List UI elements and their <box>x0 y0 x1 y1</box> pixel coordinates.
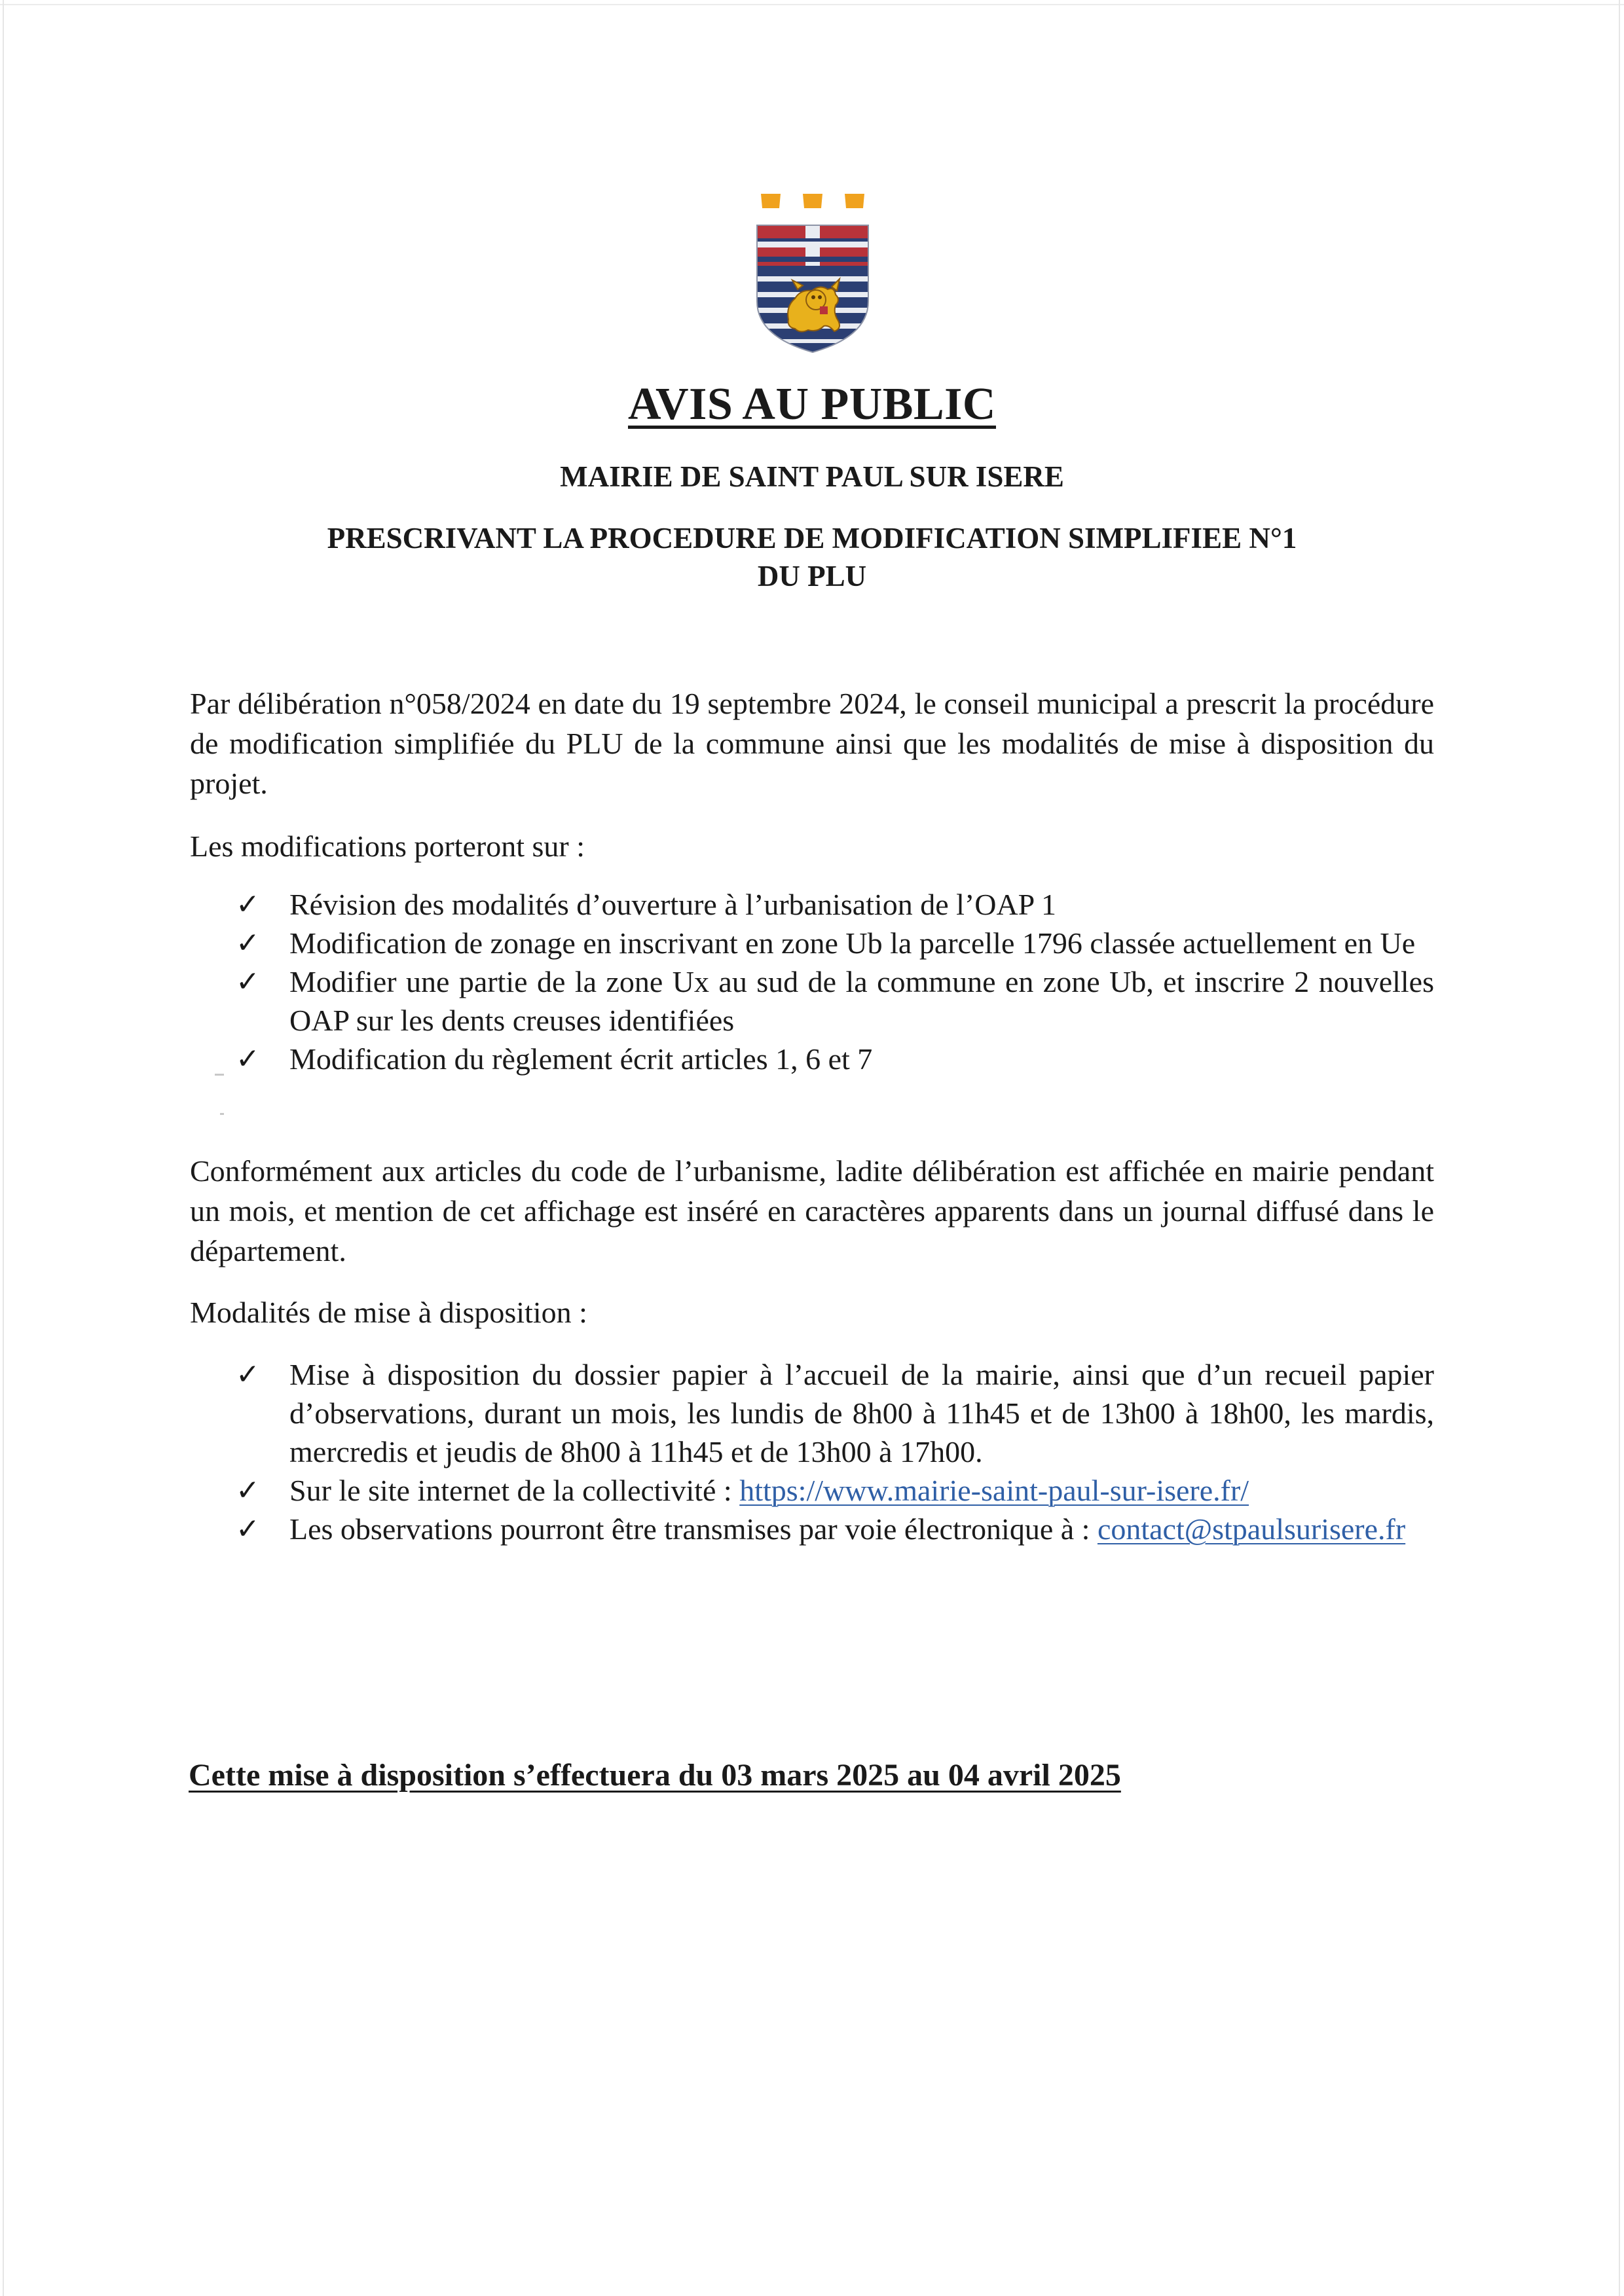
modalities-list <box>236 1355 1434 1548</box>
check-icon: ✓ <box>236 888 260 921</box>
list-item <box>236 924 1434 962</box>
scan-edge-top <box>0 4 1624 5</box>
notice-title: AVIS AU PUBLIC <box>628 379 996 429</box>
check-icon: ✓ <box>236 1358 260 1391</box>
website-label: Sur le site internet de la collectivité : <box>289 1474 740 1507</box>
intro-paragraph: Par délibération n°058/2024 en date du 19 septembre 2024, le conseil municipal a prescrit la procédure de modification simplifiée du PLU de la commune ainsi que les modalités de mise à disposition du projet. <box>190 687 1434 800</box>
check-icon: ✓ <box>236 1042 260 1076</box>
scan-edge-right <box>1619 0 1620 2296</box>
check-icon: ✓ <box>236 965 260 998</box>
check-icon: ✓ <box>236 926 260 960</box>
website-link[interactable]: https://www.mairie-saint-paul-sur-isere.fr/ <box>739 1474 1249 1507</box>
list-item <box>236 1510 1434 1548</box>
check-icon: ✓ <box>236 1474 260 1507</box>
scan-edge-left <box>3 0 4 2296</box>
modifications-heading: Les modifications porteront sur : <box>190 829 585 863</box>
list-item <box>236 962 1434 1040</box>
town-hall-name: MAIRIE DE SAINT PAUL SUR ISERE <box>560 460 1064 493</box>
procedure-title-line-2: DU PLU <box>757 560 867 592</box>
paper-consultation-text: Mise à disposition du dossier papier à l’accueil de la mairie, ainsi que d’un recueil papier d’observations, durant un mois, les lundis de 8h00 à 11h45 et de 13h00 à 18h00, les mardis, mercredis et jeudis de 8h00 à 11h45 et de 13h00 à 17h00. <box>289 1358 1434 1468</box>
modifications-list <box>236 885 1434 1078</box>
check-icon: ✓ <box>236 1512 260 1546</box>
email-link[interactable]: contact@stpaulsurisere.fr <box>1097 1512 1406 1546</box>
website-item <box>289 1471 1434 1510</box>
modification-text: Modification du règlement écrit articles 1, 6 et 7 <box>289 1042 873 1076</box>
procedure-title-line-1: PRESCRIVANT LA PROCEDURE DE MODIFICATION SIMPLIFIEE N°1 <box>327 522 1297 555</box>
conformity-paragraph: Conformément aux articles du code de l’urbanisme, ladite délibération est affichée en mairie pendant un mois, et mention de cet affichage est inséré en caractères apparents dans un journal diffusé dans le département. <box>190 1154 1434 1267</box>
modification-text: Révision des modalités d’ouverture à l’urbanisation de l’OAP 1 <box>289 888 1057 921</box>
availability-period: Cette mise à disposition s’effectuera du 03 mars 2025 au 04 avril 2025 <box>189 1758 1121 1793</box>
email-item <box>289 1510 1434 1548</box>
list-item <box>236 1040 1434 1078</box>
modification-text: Modifier une partie de la zone Ux au sud de la commune en zone Ub, et inscrire 2 nouvelles OAP sur les dents creuses identifiées <box>289 965 1434 1037</box>
list-item <box>236 1355 1434 1471</box>
scan-speck <box>220 1113 224 1115</box>
list-item <box>236 1471 1434 1510</box>
procedure-title <box>0 519 1624 595</box>
list-item <box>236 885 1434 924</box>
scan-speck <box>215 1074 224 1076</box>
modalities-heading: Modalités de mise à disposition : <box>190 1296 587 1329</box>
modification-text: Modification de zonage en inscrivant en zone Ub la parcelle 1796 classée actuellement en Ue <box>289 926 1416 960</box>
coat-of-arms-icon <box>752 191 874 355</box>
email-label: Les observations pourront être transmises par voie électronique à : <box>289 1512 1098 1546</box>
